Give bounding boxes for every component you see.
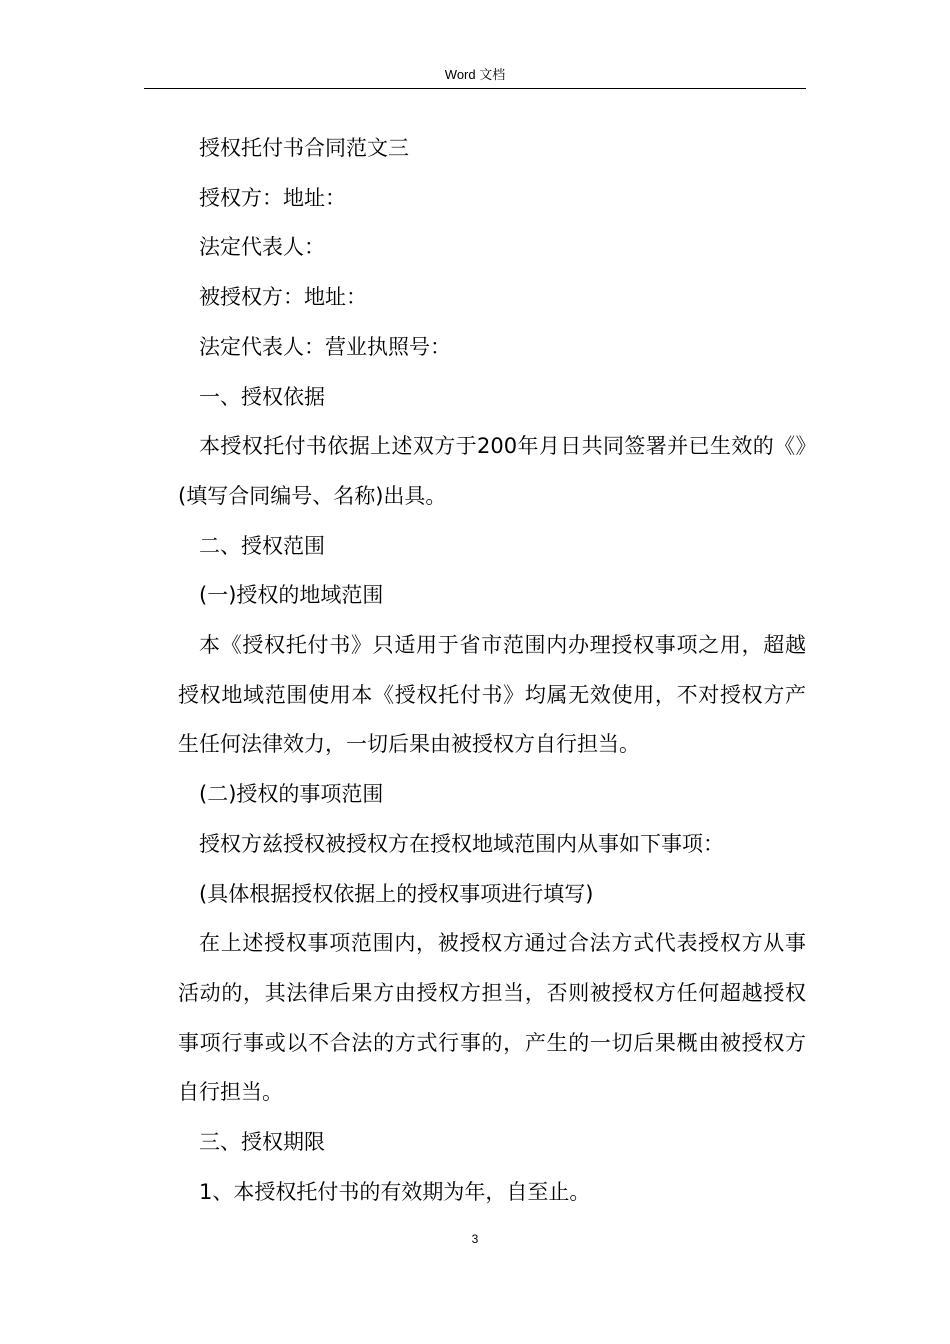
grantor-address-line: 授权方：地址： — [199, 185, 346, 210]
section-heading-term: 三、授权期限 — [199, 1130, 325, 1155]
grantor-representative-line: 法定代表人： — [199, 235, 325, 260]
paragraph-basis: 本授权托付书依据上述双方于200年月日共同签署并已生效的《》(填写合同编号、名称)出具。 — [178, 434, 806, 508]
document-body — [178, 124, 806, 1217]
document-title: 授权托付书合同范文三 — [199, 136, 409, 160]
paragraph-matter-scope: 授权方兹授权被授权方在授权地域范围内从事如下事项： — [199, 831, 724, 856]
paragraph-territorial-scope: 本《授权托付书》只适用于省市范围内办理授权事项之用，超越授权地域范围使用本《授权托付书》均属无效使用，不对授权方产生任何法律效力，一切后果由被授权方自行担当。 — [178, 633, 806, 757]
header-title: Word 文档 — [444, 67, 506, 82]
subheading-territorial-scope: (一)授权的地域范围 — [199, 583, 384, 608]
paragraph-fill-note: (具体根据授权依据上的授权事项进行填写) — [199, 881, 594, 906]
paragraph-legal-consequences: 在上述授权事项范围内，被授权方通过合法方式代表授权方从事活动的，其法律后果方由授权方担当，否则被授权方任何超越授权事项行事或以不合法的方式行事的，产生的一切后果概由被授权方自行担当。 — [178, 931, 806, 1105]
page-number: 3 — [471, 1232, 479, 1246]
grantee-address-line: 被授权方：地址： — [199, 285, 367, 310]
grantee-representative-line: 法定代表人：营业执照号： — [199, 334, 451, 359]
paragraph-validity-term: 1、本授权托付书的有效期为年，自至止。 — [199, 1179, 591, 1204]
subheading-matter-scope: (二)授权的事项范围 — [199, 782, 384, 807]
section-heading-basis: 一、授权依据 — [199, 384, 325, 409]
page-header — [144, 62, 806, 89]
section-heading-scope: 二、授权范围 — [199, 533, 325, 558]
